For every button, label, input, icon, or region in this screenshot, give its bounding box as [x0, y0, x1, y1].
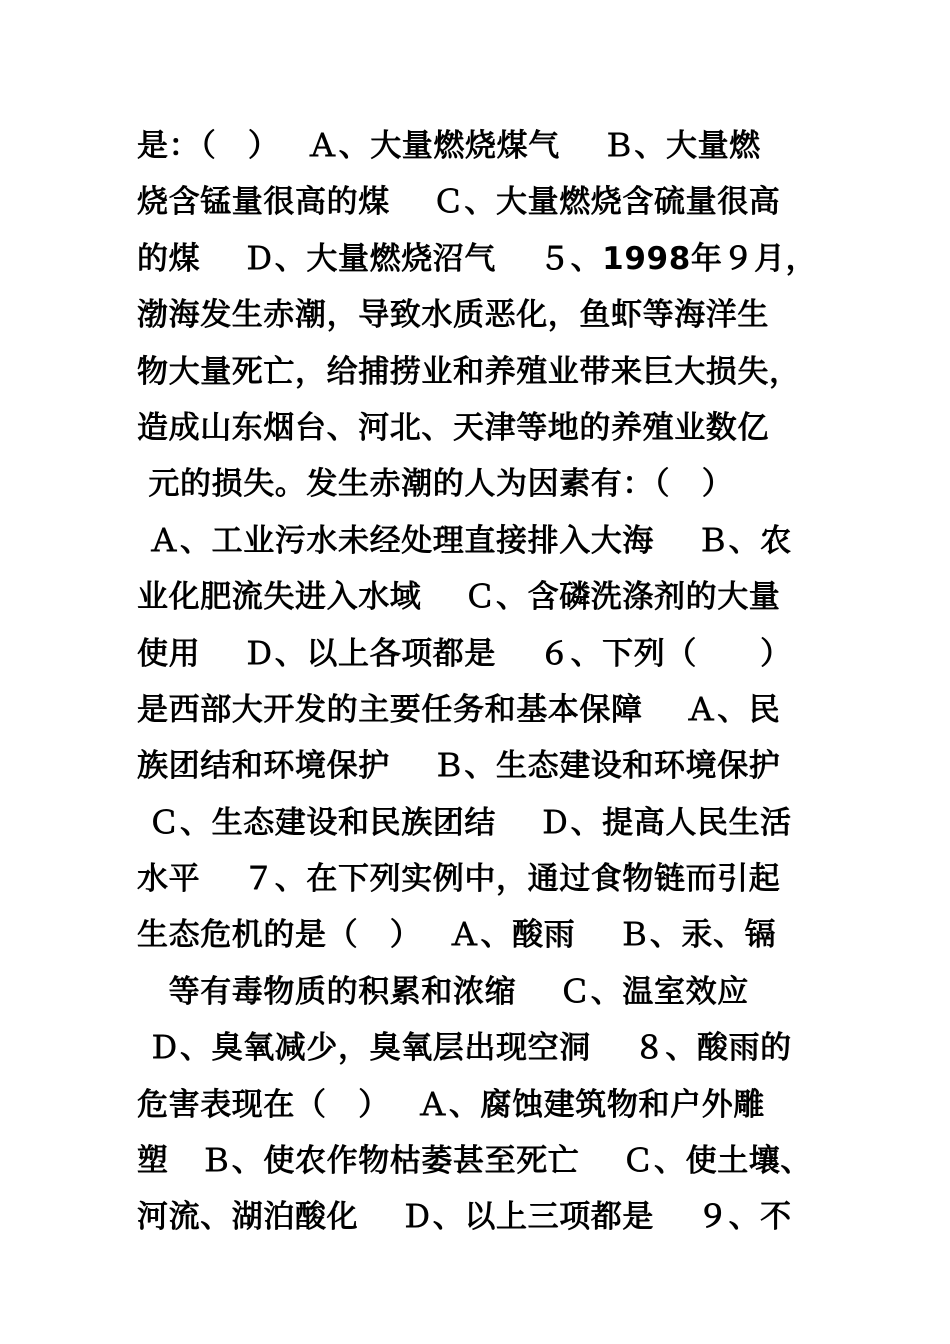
text-line: 使用 Ｄ、以上各项都是 ６、下列（ ） [137, 635, 792, 672]
text-line: 是：（ ） Ａ、大量燃烧煤气 Ｂ、大量燃 [137, 128, 761, 164]
text-line: 的煤 Ｄ、大量燃烧沼气 ５、1998年９月， [137, 240, 818, 277]
text-line: 烧含锰量很高的煤 Ｃ、大量燃烧含硫量很高 [137, 184, 781, 221]
question-text-block [137, 118, 857, 1246]
text-line: 塑 Ｂ、使农作物枯萎甚至死亡 Ｃ、使土壤、 [137, 1143, 812, 1180]
text-line: 是西部大开发的主要任务和基本保障 Ａ、民 [137, 691, 781, 728]
text-line: 等有毒物质的积累和浓缩 Ｃ、温室效应 [137, 973, 749, 1010]
text-line: 渤海发生赤潮，导致水质恶化，鱼虾等海洋生 [137, 297, 769, 334]
text-line: 业化肥流失进入水域 Ｃ、含磷洗涤剂的大量 [137, 579, 781, 616]
text-line: Ａ、工业污水未经处理直接排入大海 Ｂ、农 [137, 522, 792, 559]
text-line: Ｃ、生态建设和民族团结 Ｄ、提高人民生活 [137, 804, 792, 841]
text-line: 元的损失。发生赤潮的人为因素有：（ ） [137, 466, 734, 503]
text-line: 危害表现在（ ） Ａ、腐蚀建筑物和户外雕 [137, 1086, 765, 1123]
text-line: 物大量死亡，给捕捞业和养殖业带来巨大损失， [137, 353, 801, 390]
text-line: 造成山东烟台、河北、天津等地的养殖业数亿 [137, 409, 769, 446]
text-line: 族团结和环境保护 Ｂ、生态建设和环境保护 [137, 748, 781, 785]
text-line: 水平 ７、在下列实例中，通过食物链而引起 [137, 861, 781, 898]
text-line: 生态危机的是（ ） Ａ、酸雨 Ｂ、汞、镉 [137, 917, 777, 954]
text-line: 河流、湖泊酸化 Ｄ、以上三项都是 ９、不 [137, 1199, 792, 1236]
text-line: Ｄ、臭氧减少，臭氧层出现空洞 ８、酸雨的 [137, 1030, 792, 1067]
